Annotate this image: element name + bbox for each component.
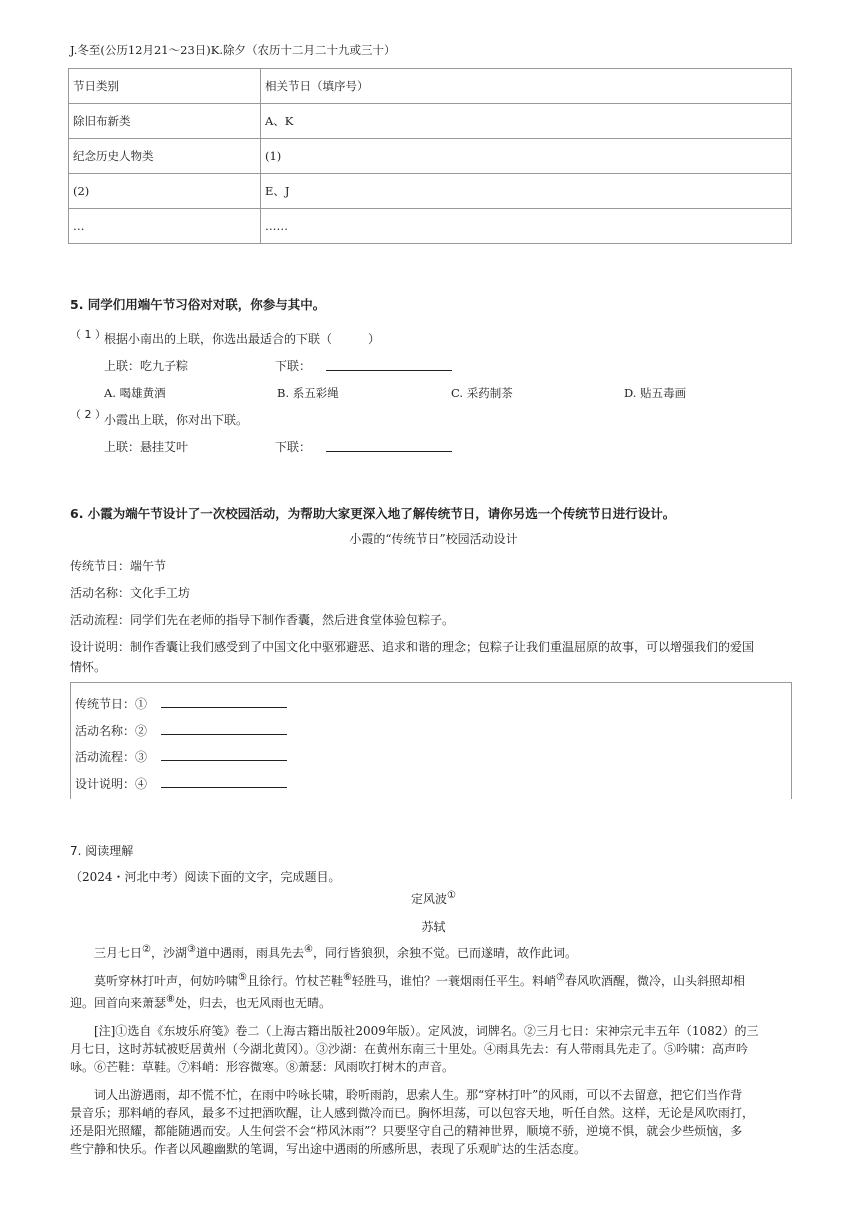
footnote-marker: ③: [187, 944, 196, 955]
footnote-marker: ⑦: [555, 972, 565, 983]
table-cell: 除旧布新类: [69, 104, 261, 139]
text: 春风吹酒醒，微冷，山头斜照却相: [564, 974, 745, 988]
q7-title: 7. 阅读理解: [70, 844, 134, 858]
poem-author: 苏轼: [421, 920, 446, 934]
footnote-marker: ④: [303, 944, 313, 955]
option-c[interactable]: C. 采药制茶: [451, 386, 513, 400]
q6-design-title: 小霞的“传统节日”校园活动设计: [349, 532, 518, 546]
q6-line: 活动流程：同学们先在老师的指导下制作香囊，然后进食堂体验包粽子。: [70, 613, 455, 627]
notes-line: 月七日，这时苏轼被贬居黄州（今湖北黄冈）。③沙湖：在黄州东南三十里处。④雨具先去：有人带雨具先走了。⑤吟啸：高声吟: [70, 1042, 749, 1056]
q6-line: 情怀。: [70, 660, 107, 674]
q5-part2-upper: 上联：悬挂艾叶: [104, 440, 189, 454]
commentary-line: 还是阳光照耀，都能随遇而安。人生何尝不会“栉风沐雨”？只要坚守自己的精神世界，顺境不骄，逆境不惧，就会少些烦恼，多: [70, 1124, 743, 1138]
q5-part2-lower-label: 下联：: [275, 440, 312, 454]
table-header-cell: 相关节日（填序号）: [261, 69, 792, 104]
q5-title: 5. 同学们用端午节习俗对对联，你参与其中。: [70, 297, 326, 312]
commentary-line: 些宁静和快乐。作者以风趣幽默的笔调，写出途中遇雨的所感所思，表现了乐观旷达的生活态度。: [70, 1142, 587, 1156]
q5-part2-prompt: 小霞出上联，你对出下联。: [104, 413, 249, 427]
answer-blank[interactable]: [161, 775, 287, 788]
q6-line: 传统节日：端午节: [70, 559, 167, 573]
q6-line: 设计说明：制作香囊让我们感受到了中国文化中驱邪避恶、追求和谐的理念；包粽子让我们重温屈原的故事，可以增强我们的爱国: [70, 640, 755, 654]
table-row: [69, 104, 792, 139]
q6-line: 活动名称：文化手工坊: [70, 586, 191, 600]
table-header-cell: 节日类别: [69, 69, 261, 104]
option-a[interactable]: A. 喝雄黄酒: [104, 386, 166, 400]
design-answer-box: [70, 682, 792, 799]
notes-line: [注]①选自《东坡乐府笺》卷二（上海古籍出版社2009年版）。定风波，词牌名。②三月七日：宋神宗元丰五年（1082）的三: [94, 1024, 759, 1038]
text: 莫听穿林打叶声，何妨吟啸: [94, 974, 239, 988]
text: 轻胜马，谁怕？一蓑烟雨任平生。料峭: [351, 974, 556, 988]
table-cell: (2): [69, 174, 261, 209]
table-cell: E、J: [261, 174, 792, 209]
table-cell: ……: [261, 209, 792, 244]
q7-source: （2024・河北中考）阅读下面的文字，完成题目。: [70, 870, 341, 884]
q5-part1-prompt: 根据小南出的上联，你选出最适合的下联（ ）: [104, 332, 381, 346]
q5-part2-number: （ 2 ）: [70, 408, 106, 421]
table-row: [69, 139, 792, 174]
commentary-line: 词人出游遇雨，却不慌不忙，在雨中吟咏长啸，聆听雨韵，思索人生。那“穿林打叶”的风雨，可以不去留意，把它们当作背: [94, 1088, 743, 1102]
footnote-marker: ⑧: [166, 994, 175, 1005]
table-cell: A、K: [261, 104, 792, 139]
table-row: [69, 209, 792, 244]
table-cell: 纪念历史人物类: [69, 139, 261, 174]
footnote-marker: ⑤: [238, 972, 247, 983]
festival-table: [68, 68, 792, 244]
footnote-marker: ①: [447, 890, 456, 901]
text: 三月七日: [94, 946, 143, 960]
intro-line: J.冬至(公历12月21～23日)K.除夕（农历十二月二十九或三十）: [70, 43, 396, 57]
q5-part1-lower-label: 下联：: [275, 359, 312, 373]
q6-title: 6. 小霞为端午节设计了一次校园活动，为帮助大家更深入地了解传统节日，请你另选一个传统节日进行设计。: [70, 506, 676, 521]
option-d[interactable]: D. 贴五毒画: [624, 386, 687, 400]
q5-part1-upper: 上联：吃九子粽: [104, 359, 189, 373]
poem-title: [0, 890, 867, 907]
blank-label: 传统节日：①: [75, 697, 148, 711]
answer-blank[interactable]: [161, 695, 287, 708]
text: ，沙湖: [150, 946, 187, 960]
footnote-marker: ②: [142, 944, 151, 955]
table-row: [69, 174, 792, 209]
table-header-row: [69, 69, 792, 104]
table-cell: …: [69, 209, 261, 244]
answer-blank[interactable]: [161, 748, 287, 761]
notes-line: 咏。⑥芒鞋：草鞋。⑦料峭：形容微寒。⑧萧瑟：风雨吹打树木的声音。: [70, 1060, 455, 1074]
blank-label: 活动名称：②: [75, 724, 148, 738]
table-cell: (1): [261, 139, 792, 174]
poem-body-line: [70, 992, 331, 1014]
commentary-line: 景音乐；那料峭的春风，最多不过把酒吹醒，让人感到微冷而已。胸怀坦荡，可以包容天地，听任自然。这样，无论是风吹雨打，: [70, 1106, 755, 1120]
text: 且徐行。竹杖芒鞋: [246, 974, 343, 988]
poem-title-text: 定风波: [411, 892, 448, 906]
answer-blank[interactable]: [161, 722, 287, 735]
option-b[interactable]: B. 系五彩绳: [277, 386, 339, 400]
text: 处，归去，也无风雨也无晴。: [174, 996, 331, 1010]
answer-blank[interactable]: [326, 439, 452, 452]
answer-blank[interactable]: [326, 358, 452, 371]
poem-body-line: [94, 970, 745, 992]
poem-preface: [94, 942, 577, 964]
text: 道中遇雨，雨具先去: [195, 946, 304, 960]
text: 迎。回首向来萧瑟: [70, 996, 167, 1010]
footnote-marker: ⑥: [343, 972, 352, 983]
q5-part1-number: （ 1 ）: [70, 328, 106, 341]
blank-label: 设计说明：④: [75, 777, 148, 791]
blank-label: 活动流程：③: [75, 750, 148, 764]
text: ，同行皆狼狈，余独不觉。已而遂晴，故作此词。: [312, 946, 577, 960]
